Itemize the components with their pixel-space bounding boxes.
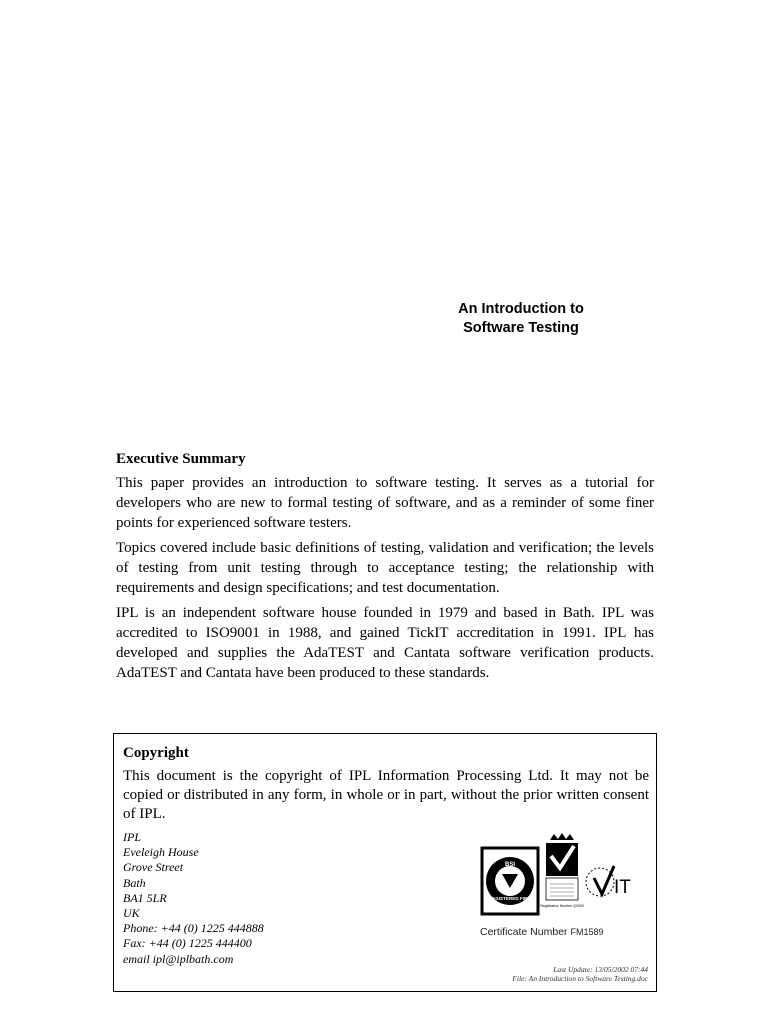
address-line: Fax: +44 (0) 1225 444400 [123, 936, 252, 951]
executive-summary-heading: Executive Summary [116, 451, 246, 467]
registered-firm-label: REGISTERED FIRM [488, 896, 532, 901]
file-info [512, 965, 648, 983]
address-line: Phone: +44 (0) 1225 444888 [123, 921, 264, 936]
copyright-text: This document is the copyright of IPL Information Processing Ltd. It may not be copied or distributed in any form, in whole or in part, without the prior written consent of IPL. [123, 768, 649, 822]
summary-paragraph: This paper provides an introduction to software testing. It serves as a tutorial for developers who are new to formal testing of software, and as a reminder of some finer points for experienced software testers. [116, 475, 654, 531]
certificate-label: Certificate Number [480, 926, 568, 938]
address-line: Grove Street [123, 860, 184, 875]
crown-icon [550, 833, 574, 840]
address-line: Bath [123, 875, 146, 890]
certificate-number: FM1589 [570, 927, 604, 937]
address-line: BA1 5LR [123, 890, 167, 905]
copyright-heading: Copyright [123, 745, 189, 761]
company-address [123, 830, 264, 967]
bsi-label: BSI [504, 862, 516, 868]
copyright-box [113, 733, 657, 992]
summary-paragraph: IPL is an independent software house founded in 1979 and based in Bath. IPL was accredited to ISO9001 in 1988, and gained TickIT accreditation in 1991. IPL has developed and supplies the AdaTEST and Cantata software verification products. AdaTEST and Cantata have been produced to these standards. [116, 605, 654, 681]
address-line: email ipl@iplbath.com [123, 951, 234, 966]
certification-logo [476, 830, 648, 940]
registration-number: Registration Number Q0900 [540, 904, 584, 908]
tickit-label: IT [614, 877, 631, 898]
document-title [400, 300, 642, 338]
tickit-check-icon [594, 866, 614, 894]
address-line: IPL [123, 830, 141, 844]
title-line-2: Software Testing [463, 320, 579, 336]
last-update: Last Update: 13/05/2002 07:44 [553, 965, 648, 974]
executive-summary [116, 449, 654, 688]
file-name: File: An Introduction to Software Testing.doc [512, 974, 648, 983]
certificate [480, 926, 603, 938]
title-line-1: An Introduction to [458, 301, 584, 317]
accreditation-box [546, 878, 578, 900]
address-line: Eveleigh House [123, 845, 199, 860]
summary-paragraph: Topics covered include basic definitions of testing, validation and verification; the levels of testing from unit testing through to acceptance testing; the relationship with requirements and design specifications; and test documentation. [116, 540, 654, 596]
address-line: UK [123, 906, 140, 921]
